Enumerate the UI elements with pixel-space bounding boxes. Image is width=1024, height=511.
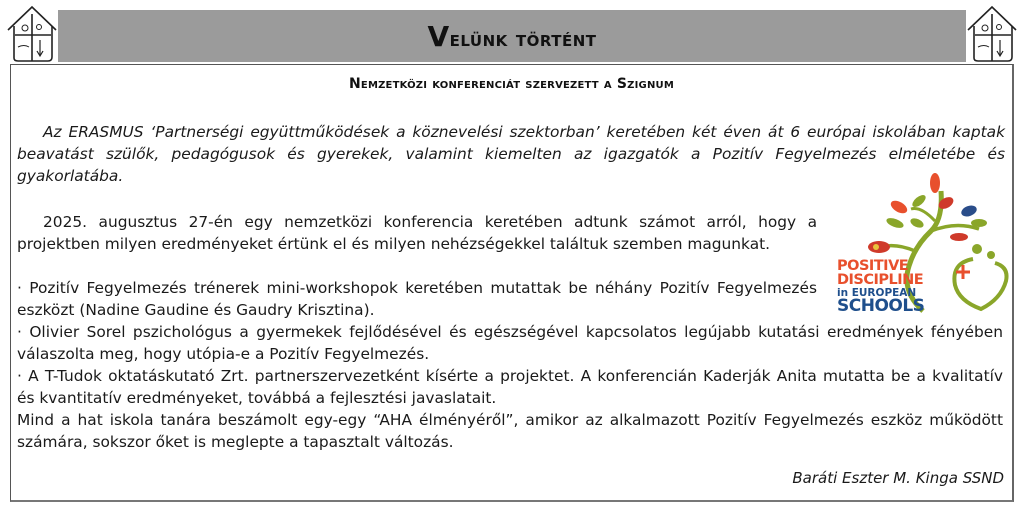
house-logo-icon	[966, 4, 1018, 62]
paragraph-aha: Mind a hat iskola tanára beszámolt egy-egy “AHA élményéről”, amikor az alkalmazott Pozitív Fegyelmezés eszköz működött számára, sokszor őket is meglepte a tapasztalt változás.	[17, 411, 1003, 451]
article-intro: Az ERASMUS ‘Partnerségi együttműködések a köznevelési szektorban’ keretében két éven át 6 európai iskolában kaptak beavatást szülők, pedagógusok és gyerekek, valamint kiemelten az igazgatók a Pozitív Fegyelmezés elméletébe és gyakorlatába.	[17, 123, 1005, 185]
section-title: Velünk történt	[427, 19, 597, 53]
section-header	[58, 10, 966, 62]
positive-discipline-logo	[831, 171, 1011, 317]
author-signature: Baráti Eszter M. Kinga SSND	[792, 469, 1004, 487]
paragraph-conference: 2025. augusztus 27-én egy nemzetközi konferencia keretében adtunk számot arról, hogy a projektben milyen eredményeket értünk el és milyen nehézségekkel találtuk szemben magunkat.	[17, 213, 817, 253]
paragraph-t-tudok: · A T-Tudok oktatáskutató Zrt. partnerszervezetként kísérte a projektet. A konferencián Kaderják Anita mutatta be a kvalitatív és kvantitatív eredményeket, továbbá a fejlesztési javaslatait.	[17, 367, 1003, 407]
house-logo-icon	[6, 4, 58, 62]
logo-text-schools: SCHOOLS	[837, 296, 925, 316]
article-subtitle: Nemzetközi konferenciát szervezett a Szignum	[349, 76, 674, 92]
logo-text-discipline: DISCIPLINE	[837, 272, 924, 288]
article-frame	[10, 64, 1014, 502]
paragraph-workshops: · Pozitív Fegyelmezés trénerek mini-workshopok keretében mutattak be néhány Pozitív Fegyelmezés eszközt (Nadine Gaudine és Gaudry Krisztina).	[17, 279, 817, 319]
logo-text-in-european: in EUROPEAN	[837, 287, 917, 299]
logo-text-positive: POSITIVE	[837, 258, 909, 274]
paragraph-psychologist: · Olivier Sorel pszichológus a gyermekek fejlődésével és egészségével kapcsolatos legújabb kutatási eredmények fényében válaszolta meg, hogy utópia-e a Pozitív Fegyelmezés.	[17, 323, 1003, 363]
